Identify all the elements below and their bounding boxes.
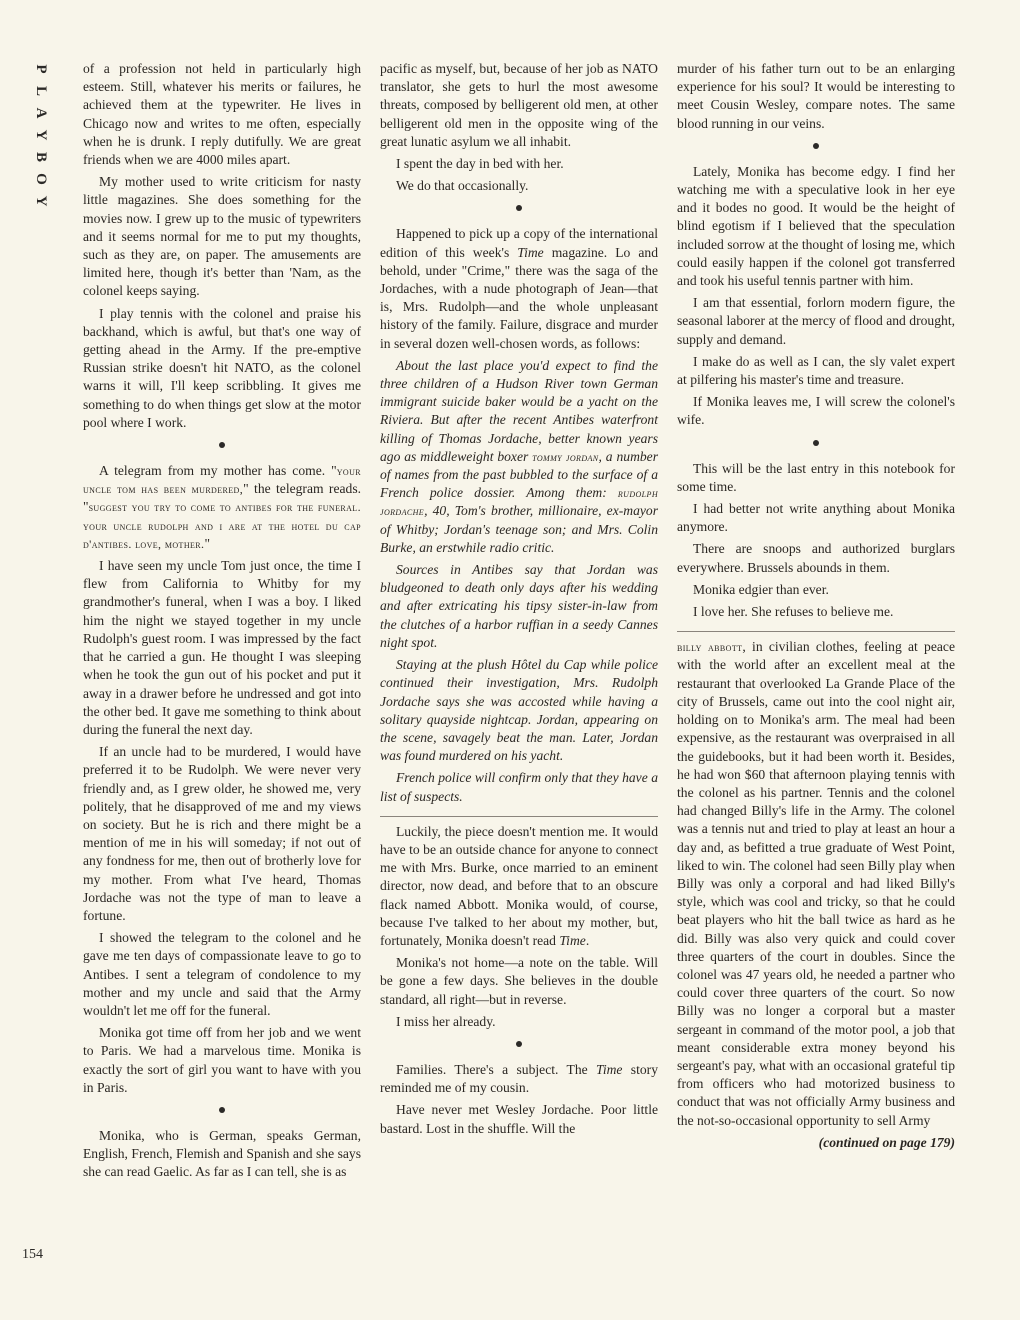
quoted-paragraph: Staying at the plush Hôtel du Cap while police continued their investigation, Mrs. Rudolph Jordache says she was accosted while having a solitary quayside nightcap. Jordan, appearing on the scene, savagely beat the man. Later, Jordan was found murdered on his yacht.: [380, 657, 658, 764]
paragraph: I miss her already.: [396, 1013, 496, 1029]
paragraph: murder of his father turn out to be an enlarging experience for his soul? It would be interesting to meet Cousin Wesley, compare notes. The same blood running in our veins.: [677, 61, 955, 131]
paragraph: We do that occasionally.: [396, 178, 529, 194]
paragraph: I play tennis with the colonel and praise his backhand, which is awful, but that's one way of getting ahead in the Army. If the pre-emptive Russian strike doesn't hit NATO, as the colonel warns it will, I'll keep scribbling. It gives me something to do when things get slow at the motor pool where I work.: [83, 305, 361, 430]
continued-note: (continued on page 179): [818, 1134, 955, 1150]
paragraph: Monika's not home—a note on the table. Will be gone a few days. She believes in the double standard, all right—but in reverse.: [380, 955, 658, 1007]
quoted-paragraph: Sources in Antibes say that Jordan was bludgeoned to death only days after his wedding and after extricating his tipsy sister-in-law from the clutches of a harbor ruffian in a seedy Cannes night spot.: [380, 562, 658, 650]
section-bullet: [83, 440, 361, 452]
paragraph: My mother used to write criticism for nasty little magazines. She does something for the movies now. I grew up to the music of typewriters and it seems normal for me to put my thoughts, such as they are, on paper. The amusements are limited here, though it's better than 'Nam, as the colonel keeps saying.: [83, 174, 361, 299]
logo-letter: Y: [33, 129, 49, 141]
paragraph: Monika edgier than ever.: [693, 581, 829, 597]
paragraph: of a profession not held in particularly high esteem. Still, whatever his merits or failures, he achieved them at the typewriter. He lives in Chicago now and writes to me often, especially when he is drunk. I reply dutifully. We are great friends when we are 4000 miles apart.: [83, 61, 361, 168]
paragraph: This will be the last entry in this notebook for some time.: [677, 460, 955, 494]
paragraph: I had better not write anything about Monika anymore.: [677, 501, 955, 535]
logo-letter: B: [33, 151, 49, 162]
paragraph: I am that essential, forlorn modern figure, the seasonal laborer at the mercy of flood and drought, supply and demand.: [677, 295, 955, 347]
logo-letter: L: [33, 85, 49, 96]
paragraph: Happened to pick up a copy of the international edition of this week's Time magazine. Lo and behold, under "Crime," there was the saga of the Jordaches, with a nude photograph of Jean—that is, Mrs. Rudolph—and the whole unpleasant history of the family. Failure, disgrace and murder in several dozen well-chosen words, as follows:: [380, 226, 658, 351]
paragraph: I love her. She refuses to believe me.: [693, 604, 894, 620]
paragraph: I showed the telegram to the colonel and he gave me ten days of compassionate leave to go to Antibes. I sent a telegram of condolence to my mother and my uncle and said that the Army wouldn't let me off for the funeral.: [83, 930, 361, 1018]
logo-letter: A: [33, 107, 49, 119]
text-column-2: [380, 60, 658, 1142]
paragraph: I have seen my uncle Tom just once, the time I flew from California to Whitby for my grandmother's funeral, when I was a boy. I liked him the night we stayed together in my uncle Rudolph's guest room. I was impressed by the fact that he carried a gun. He thought I was sleeping when he took the gun out of his pocket and put it away in a drawer before he undressed and got into the other bed. It gave me something to think about during the funeral the next day.: [83, 558, 361, 737]
paragraph: Monika, who is German, speaks German, English, French, Flemish and Spanish and she says she can read Gaelic. As far as I can tell, she is as: [83, 1127, 361, 1180]
section-bullet: [677, 141, 955, 153]
page-number: 154: [22, 1247, 43, 1262]
paragraph: Monika got time off from her job and we went to Paris. We had a marvelous time. Monika is exactly the sort of girl you want to have with you in Paris.: [83, 1025, 361, 1095]
text-column-3: [677, 60, 955, 1156]
paragraph: Have never met Wesley Jordache. Poor little bastard. Lost in the shuffle. Will the: [380, 1102, 658, 1136]
paragraph: If Monika leaves me, I will screw the colonel's wife.: [677, 394, 955, 428]
paragraph: Luckily, the piece doesn't mention me. It would have to be an outside chance for anyone to connect me with Mrs. Burke, once married to an eminent director, now dead, and before that to an obscure flack named Abbott. Monika would, of course, because I've talked to her about my mother, but, fortunately, Monika doesn't read Time.: [380, 823, 658, 948]
divider: [677, 631, 955, 632]
paragraph: Lately, Monika has become edgy. I find her watching me with a speculative look in her eye and it bodes no good. It would be the height of blind egotism if I believed that the speculation included sorrow at the thought of losing me, which could easily happen if the colonel got transferred and took his useful tennis partner with him.: [677, 163, 955, 289]
logo-letter: P: [33, 64, 49, 74]
logo-letter: Y: [33, 195, 49, 207]
magazine-logo: [30, 58, 52, 212]
paragraph: billy abbott, in civilian clothes, feeling at peace with the world after an excellent meal at the restaurant that overlooked La Grande Place of the city of Brussels, came out into the cool night air, holding on to Monika's arm. The meal had been expensive, as the restaurant was overpraised in all the guidebooks, but it had been worth it. Besides, he had won $60 that afternoon playing tennis with the colonel as his partner. Tennis and the colonel had changed Billy's life in the Army. The colonel was a tennis nut and tried to play at least an hour a day and, as befitted a true graduate of West Point, liked to win. The colonel had seen Billy play when Billy was only a corporal and had liked Billy's style, which was cool and tricky, so that he could beat players who hit the ball twice as hard as he did. Billy was also very quick and could cover three quarters of the court in doubles. Since the colonel was 47 years old, he needed a partner who could cover three quarters of the court. So now Billy was no longer a corporal but a master sergeant in command of the motor pool, a job that meant considerable extra money beyond his sergeant's pay, what with an occasional grateful tip from officers who had motorized business to conduct that was not officially Army business and the not-so-occasional opportunity to sell Army: [677, 639, 955, 1128]
paragraph: pacific as myself, but, because of her job as NATO translator, she gets to hurl the most awesome threats, composed by belligerent old men, at other belligerent old men in the opposite wing of the great lunatic asylum we all inhabit.: [380, 61, 658, 149]
section-bullet: [380, 1039, 658, 1051]
section-bullet: [380, 203, 658, 215]
section-bullet: [83, 1105, 361, 1117]
text-column-1: [83, 60, 361, 1186]
paragraph: There are snoops and authorized burglars everywhere. Brussels abounds in them.: [677, 541, 955, 575]
section-bullet: [677, 438, 955, 450]
paragraph-telegram: A telegram from my mother has come. "your uncle tom has been murdered," the telegram reads. "suggest you try to come to antibes for the funeral. your uncle rudolph and i are at the hotel du cap d'antibes. love, mother.": [83, 463, 362, 551]
paragraph: If an uncle had to be murdered, I would have preferred it to be Rudolph. We were never very friendly and, as I grew older, he showed me, very politely, that he disapproved of me and my views on society. But he is rich and there might be a mention of me in his will someday; if not out of any fondness for me, then out of brotherly love for my mother. From what I've heard, Thomas Jordache was not the type of man to leave a fortune.: [83, 744, 361, 923]
paragraph: I make do as well as I can, the sly valet expert at pilfering his master's time and treasure.: [677, 353, 955, 388]
quoted-paragraph: French police will confirm only that they have a list of suspects.: [380, 770, 658, 804]
quoted-paragraph: About the last place you'd expect to find the three children of a Hudson River town German immigrant suicide baker would be a yacht on the Riviera. But after the recent Antibes waterfront killing of Thomas Jordache, better known years ago as middleweight boxer tommy jordan, a number of names from the past bubbled to the surface of a French police dossier. Among them: rudolph jordache, 40, Tom's brother, millionaire, ex-mayor of Whitby; Jordan's teenage son; and Mrs. Colin Burke, an erstwhile radio critic.: [380, 357, 659, 555]
paragraph: Families. There's a subject. The Time story reminded me of my cousin.: [380, 1061, 658, 1096]
paragraph: I spent the day in bed with her.: [396, 156, 564, 172]
divider: [380, 816, 658, 817]
logo-letter: O: [33, 173, 49, 185]
